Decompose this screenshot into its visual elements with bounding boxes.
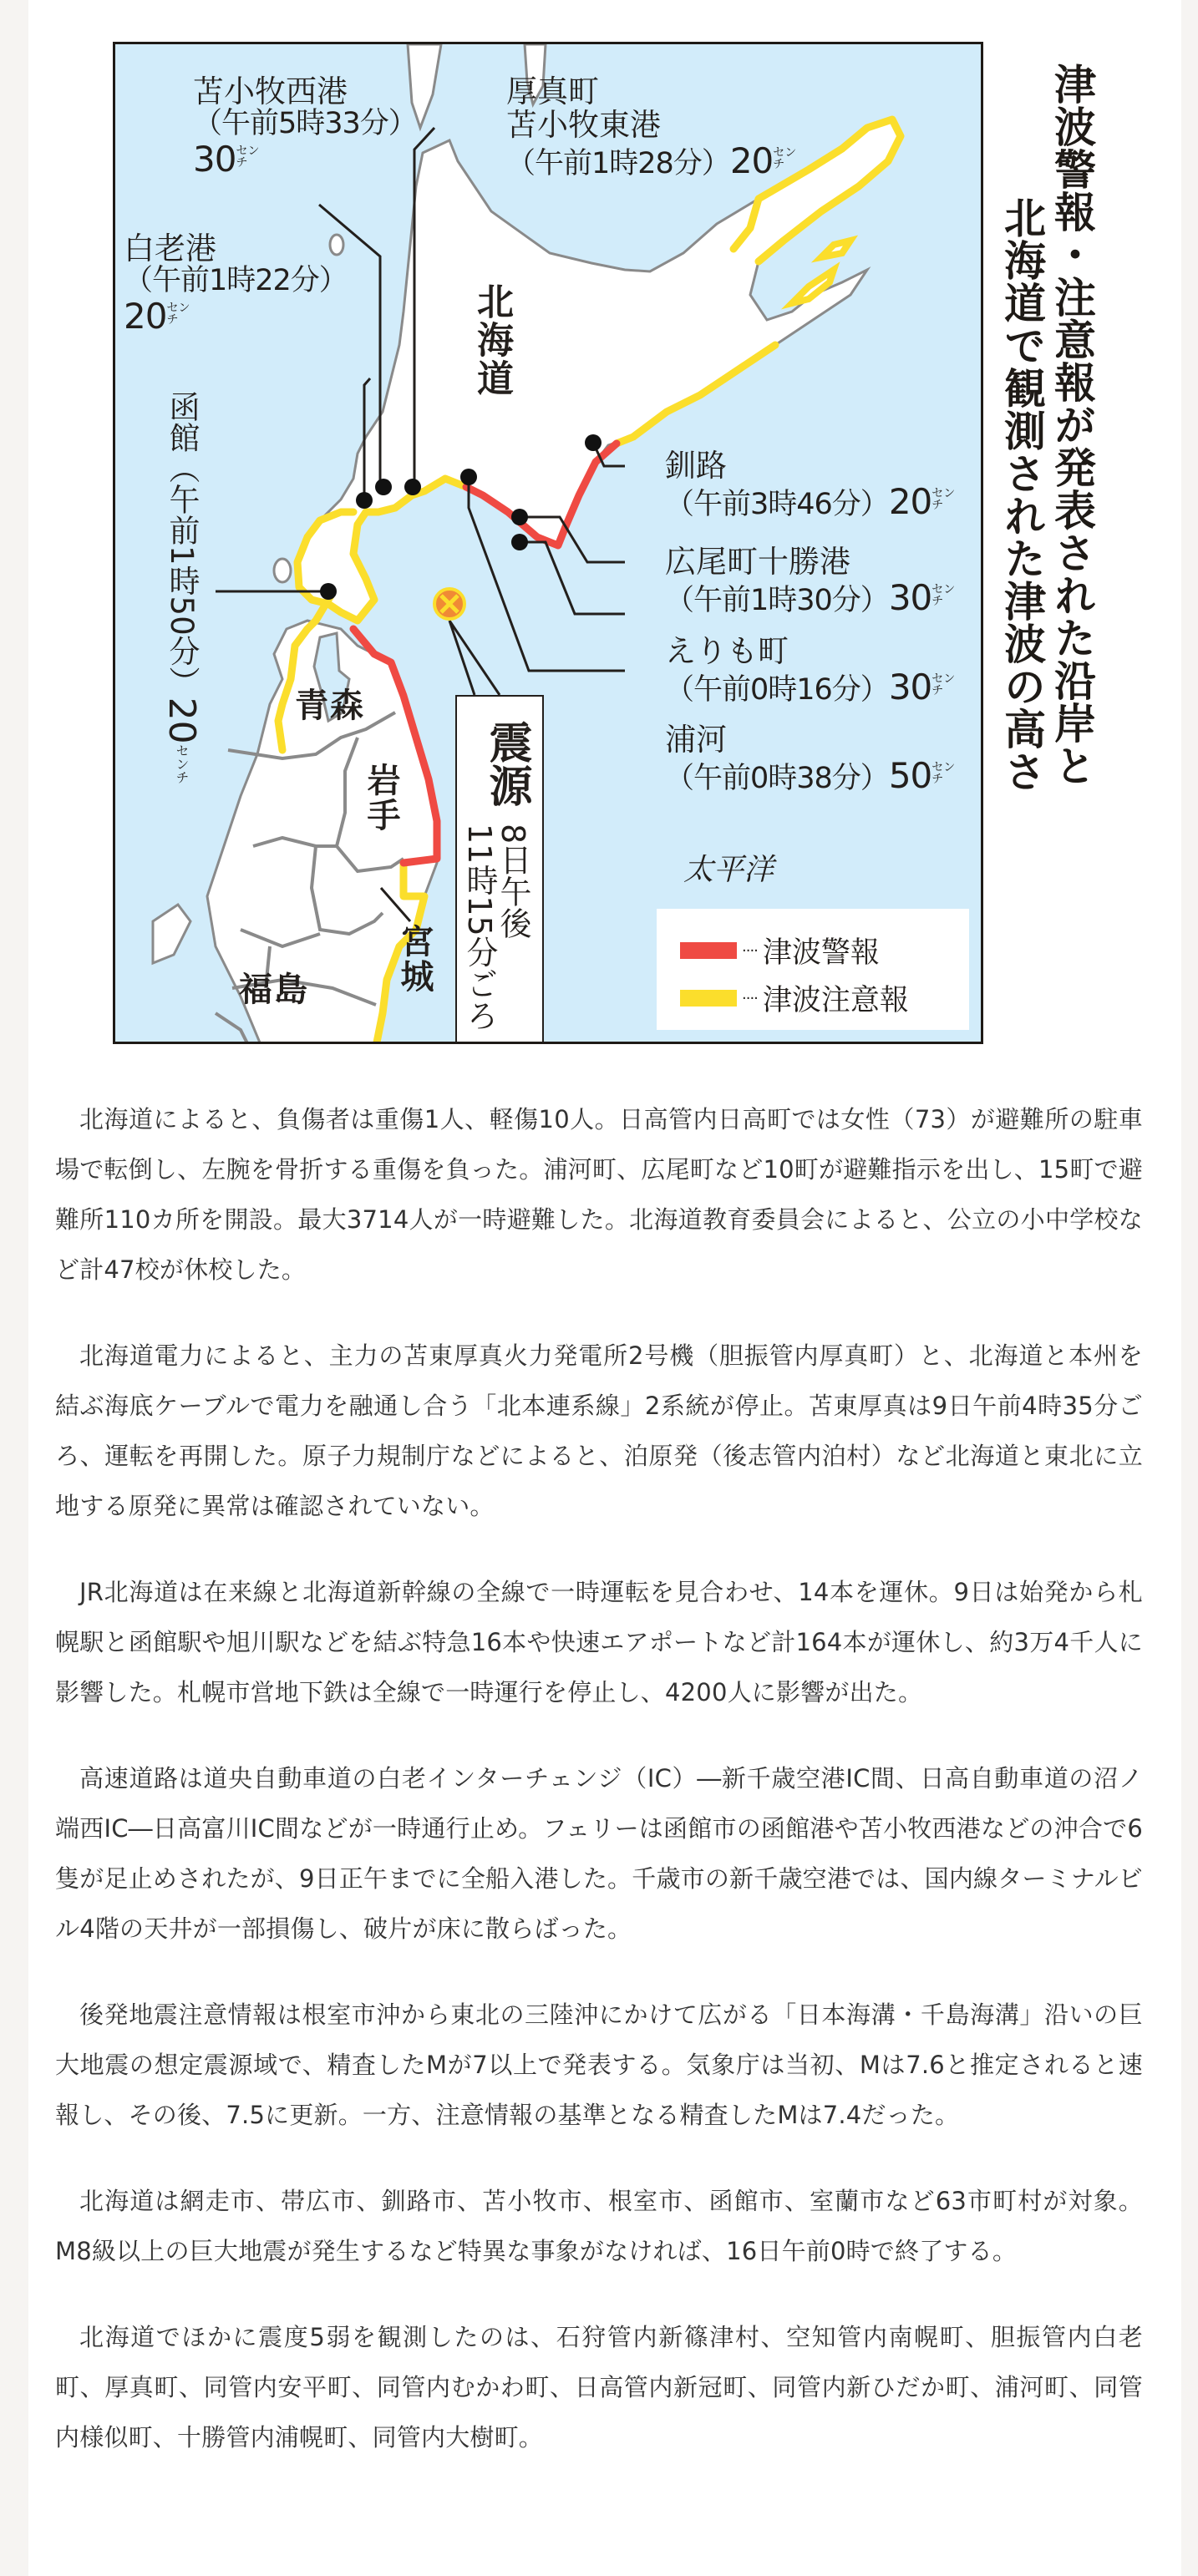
station-label-hakodate: 函館（午前1時50分）20センチ — [160, 391, 203, 784]
station-label-shiraoi: 白老港 （午前1時22分） 20 セン チ — [124, 231, 348, 337]
advisory-swatch — [680, 990, 737, 1007]
epicenter-marker — [434, 589, 464, 619]
warning-swatch — [680, 942, 737, 959]
tsunami-map — [113, 42, 983, 1044]
pref-label-aomori: 青森 — [295, 687, 365, 725]
figure-title-line-2: 北海道で観測された津波の高さ — [997, 196, 1046, 793]
station-label-hiroo: 広尾町十勝港 （午前1時30分）30 セン チ — [665, 544, 956, 618]
station-label-urakawa: 浦河 （午前0時38分）50 セン チ — [665, 722, 956, 796]
article-paragraph: 北海道によると、負傷者は重傷1人、軽傷10人。日高管内日高町では女性（73）が避難所の駐車場で転倒し、左腕を骨折する重傷を負った。浦河町、広尾町など10町が避難指示を出し、15町で避難所110カ所を開設。最大3714人が一時避難した。北海道教育委員会によると、公立の小中学校など計47校が休校した。 — [55, 1105, 1143, 1284]
article-paragraph: 北海道でほかに震度5弱を観測したのは、石狩管内新篠津村、空知管内南幌町、胆振管内白老町、厚真町、同管内安平町、同管内むかわ町、日高管内新冠町、同管内新ひだか町、浦河町、同管内様似町、十勝管内浦幌町、同管内大樹町。 — [55, 2323, 1143, 2452]
figure-title-line-1: 津波警報・注意報が発表された沿岸と — [1048, 63, 1096, 787]
map-graphic — [115, 44, 983, 1044]
article-paragraph: JR北海道は在来線と北海道新幹線の全線で一時運転を見合わせ、14本を運休。9日は始発から札幌駅と函館駅や旭川駅などを結ぶ特急16本や快速エアポートなど計164本が運休し、約3万4千人に影響した。札幌市営地下鉄は全線で一時運行を停止し、4200人に影響が出た。 — [55, 1578, 1143, 1706]
article-paragraph: 後発地震注意情報は根室市沖から東北の三陸沖にかけて広がる「日本海溝・千島海溝」沿いの巨大地震の想定震源域で、精査したMが7以上で発表する。気象庁は当初、Mは7.6と推定されると速報し、その後、7.5に更新。一方、注意情報の基準となる精査したMは7.4だった。 — [55, 2000, 1143, 2129]
station-label-tomakomai-west: 苫小牧西港 （午前5時33分） 30 セン チ — [193, 74, 417, 180]
article-paragraph: 高速道路は道央自動車道の白老インターチェンジ（IC）―新千歳空港IC間、日高自動車道の沼ノ端西IC―日高富川IC間などが一時通行止め。フェリーは函館市の函館港や苫小牧西港などの沖合で6隻が足止めされたが、9日正午までに全船入港した。千歳市の新千歳空港では、国内線ターミナルビル4階の天井が一部損傷し、破片が床に散らばった。 — [55, 1764, 1144, 1943]
article-paragraph: 北海道電力によると、主力の苫東厚真火力発電所2号機（胆振管内厚真町）と、北海道と本州を結ぶ海底ケーブルで電力を融通し合う「北本連系線」2系統が停止。苫東厚真は9日午前4時35分ごろ、運転を再開した。原子力規制庁などによると、泊原発（後志管内泊村）など北海道と東北に立地する原発に異常は確認されていない。 — [55, 1341, 1143, 1520]
legend-item-advisory: ···· 津波注意報 — [680, 977, 909, 1019]
pref-label-iwate: 岩手 — [362, 763, 400, 833]
station-label-kushiro: 釧路 （午前3時46分）20 セン チ — [665, 448, 956, 522]
epicenter-callout: 震源 8日午後 11時15分ごろ — [455, 695, 544, 1044]
pref-label-miyagi: 宮城 — [395, 924, 434, 994]
station-label-erimo: えりも町 （午前0時16分）30 セン チ — [665, 633, 956, 707]
region-label-hokkaido: 北海道 — [470, 282, 513, 398]
legend-item-warning: ···· 津波警報 — [680, 930, 880, 971]
article-body — [55, 1094, 1143, 2498]
ocean-label-pacific: 太平洋 — [683, 853, 774, 887]
article-paragraph: 北海道は網走市、帯広市、釧路市、苫小牧市、根室市、函館市、室蘭市など63市町村が対象。M8級以上の巨大地震が発生するなど特異な事象がなければ、16日午前0時で終了する。 — [55, 2187, 1143, 2265]
map-legend — [657, 909, 969, 1030]
pref-label-fukushima: 福島 — [239, 971, 309, 1009]
station-label-atsuma: 厚真町 苫小牧東港 （午前1時28分）20 セン チ — [506, 74, 797, 181]
